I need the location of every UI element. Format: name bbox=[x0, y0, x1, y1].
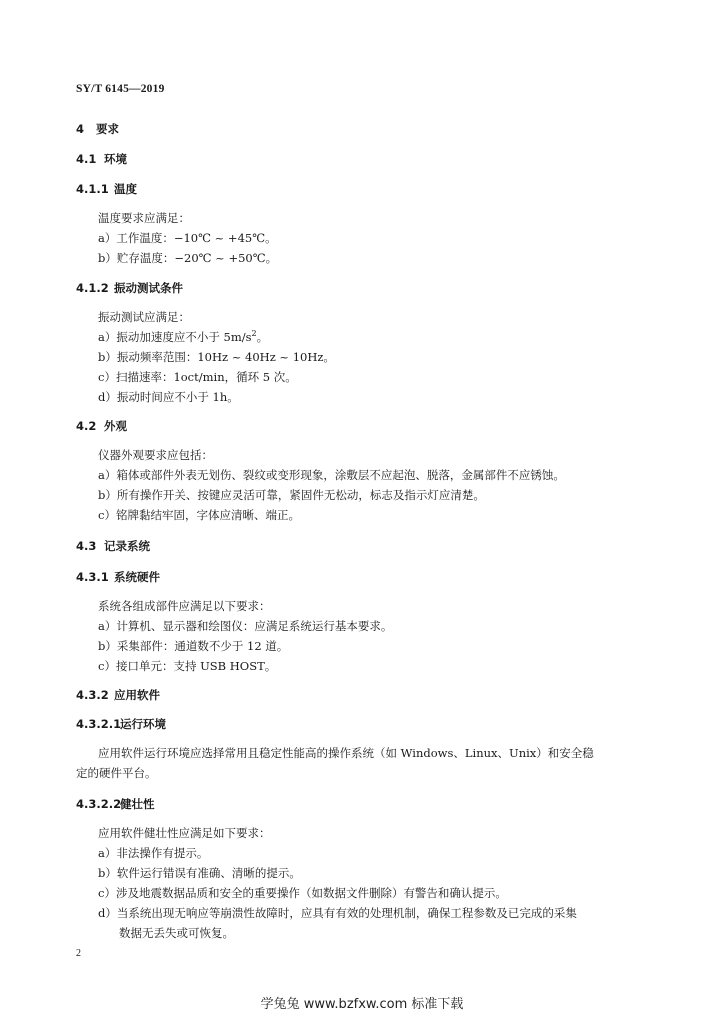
heading-number: 4.1 bbox=[76, 152, 97, 166]
heading-number: 4.1.1 bbox=[76, 182, 109, 196]
heading-4-2 bbox=[76, 418, 127, 434]
list-item: b）采集部件：通道数不少于 12 道。 bbox=[98, 639, 289, 653]
heading-title: 运行环境 bbox=[120, 717, 166, 731]
heading-number: 4.2 bbox=[76, 419, 97, 433]
heading-title: 外观 bbox=[104, 419, 127, 433]
heading-number: 4.3.2.1 bbox=[76, 717, 122, 731]
heading-number: 4.3.2 bbox=[76, 688, 109, 702]
heading-title: 记录系统 bbox=[104, 539, 150, 553]
list-item: a）非法操作有提示。 bbox=[98, 846, 209, 860]
heading-4-3-2-2 bbox=[76, 796, 155, 812]
list-item-text-end: 。 bbox=[256, 330, 269, 344]
heading-title: 健壮性 bbox=[120, 797, 155, 811]
heading-4 bbox=[76, 121, 119, 137]
list-item-text: a）振动加速度应不小于 5m/s bbox=[98, 330, 252, 344]
paragraph-intro: 仪器外观要求应包括： bbox=[98, 448, 213, 462]
standard-code: SY/T 6145—2019 bbox=[76, 83, 165, 95]
heading-number: 4.3.2.2 bbox=[76, 797, 122, 811]
heading-number: 4.1.2 bbox=[76, 281, 109, 295]
list-item: b）所有操作开关、按键应灵活可靠，紧固件无松动，标志及指示灯应清楚。 bbox=[98, 488, 485, 502]
list-item: a）箱体或部件外表无划伤、裂纹或变形现象，涂敷层不应起泡、脱落，金属部件不应锈蚀。 bbox=[98, 468, 565, 482]
heading-4-3 bbox=[76, 538, 150, 554]
heading-title: 要求 bbox=[96, 122, 119, 136]
heading-4-3-1 bbox=[76, 569, 160, 585]
heading-number: 4 bbox=[76, 122, 85, 136]
list-item bbox=[98, 329, 268, 345]
heading-4-1 bbox=[76, 151, 127, 167]
heading-title: 环境 bbox=[104, 152, 127, 166]
list-item: a）工作温度：−10℃ ~ +45℃。 bbox=[98, 231, 277, 245]
heading-title: 系统硬件 bbox=[114, 570, 160, 584]
list-item: b）贮存温度：−20℃ ~ +50℃。 bbox=[98, 251, 278, 265]
list-item: a）计算机、显示器和绘图仪：应满足系统运行基本要求。 bbox=[98, 619, 393, 633]
paragraph-intro: 振动测试应满足： bbox=[98, 310, 190, 324]
heading-4-1-2 bbox=[76, 280, 183, 296]
list-item: d）当系统出现无响应等崩溃性故障时，应具有有效的处理机制，确保工程参数及已完成的采集 bbox=[98, 906, 577, 920]
list-item: c）铭牌黏结牢固，字体应清晰、端正。 bbox=[98, 508, 300, 522]
paragraph-intro: 温度要求应满足： bbox=[98, 211, 190, 225]
paragraph-intro: 应用软件健壮性应满足如下要求： bbox=[98, 826, 271, 840]
paragraph-line: 应用软件运行环境应选择常用且稳定性能高的操作系统（如 Windows、Linux、Unix）和安全稳 bbox=[98, 746, 594, 760]
heading-number: 4.3 bbox=[76, 539, 97, 553]
list-item: b）软件运行错误有准确、清晰的提示。 bbox=[98, 866, 301, 880]
heading-4-1-1 bbox=[76, 181, 137, 197]
superscript: 2 bbox=[251, 329, 257, 339]
list-item: b）振动频率范围：10Hz ~ 40Hz ~ 10Hz。 bbox=[98, 350, 335, 364]
heading-title: 温度 bbox=[114, 182, 137, 196]
paragraph-line: 定的硬件平台。 bbox=[76, 766, 157, 780]
page-number: 2 bbox=[76, 948, 81, 959]
heading-title: 振动测试条件 bbox=[114, 281, 183, 295]
list-item: d）振动时间应不小于 1h。 bbox=[98, 390, 239, 404]
heading-4-3-2 bbox=[76, 687, 160, 703]
site-watermark-text: 学兔兔 www.bzfxw.com 标准下载 bbox=[260, 997, 464, 1012]
heading-4-3-2-1 bbox=[76, 716, 166, 732]
list-item: c）接口单元：支持 USB HOST。 bbox=[98, 659, 277, 673]
heading-number: 4.3.1 bbox=[76, 570, 109, 584]
list-item-continuation: 数据无丢失或可恢复。 bbox=[119, 926, 234, 940]
list-item: c）扫描速率：1oct/min，循环 5 次。 bbox=[98, 370, 297, 384]
paragraph-intro: 系统各组成部件应满足以下要求： bbox=[98, 599, 271, 613]
list-item: c）涉及地震数据品质和安全的重要操作（如数据文件删除）有警告和确认提示。 bbox=[98, 886, 507, 900]
heading-title: 应用软件 bbox=[114, 688, 160, 702]
